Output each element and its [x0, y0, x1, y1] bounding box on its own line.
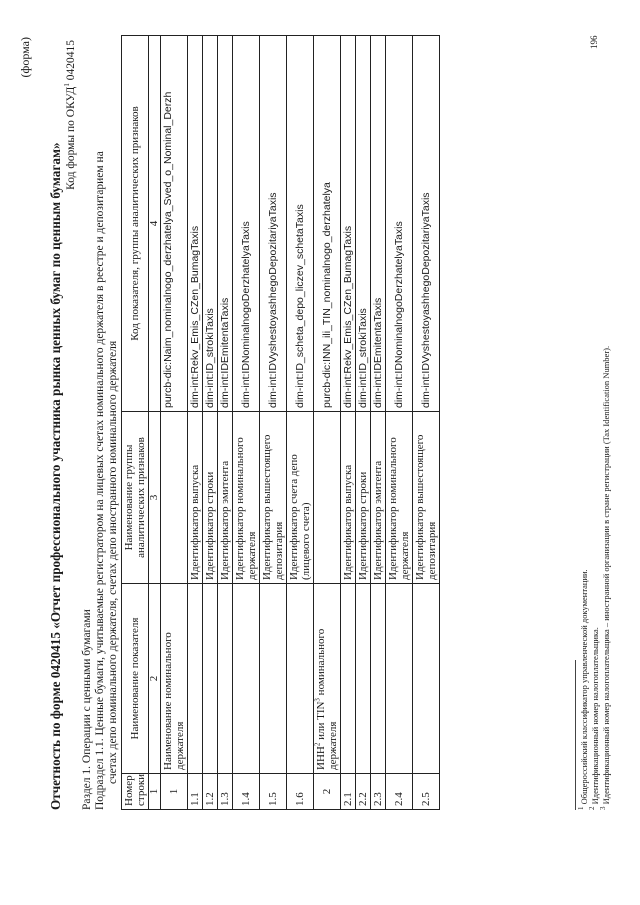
row-code: dim-int:ID_scheta_depo_liczev_schetaTaxis [287, 36, 314, 412]
inn-label: ИНН [315, 746, 327, 770]
footnote [579, 569, 590, 810]
column-number: 2 [149, 584, 161, 774]
row-code: dim-int:IDNominalnogoDerzhatelyaTaxis [386, 36, 413, 412]
row-group-name: Идентификатор выпуска [188, 412, 203, 584]
table-row [287, 36, 314, 810]
holder-label: номинального держателя [315, 628, 339, 770]
row-group-name: Идентификатор эмитента [371, 412, 386, 584]
table-row [233, 36, 260, 810]
row-number: 1 [161, 774, 188, 810]
sheet-content [48, 40, 440, 810]
footnote-mark: 3 [313, 698, 322, 702]
column-number: 4 [149, 36, 161, 412]
row-number: 2.2 [356, 774, 371, 810]
row-group-name [314, 412, 341, 584]
row-number: 1.6 [287, 774, 314, 810]
page-number: 196 [589, 35, 599, 49]
table-row [356, 36, 371, 810]
footnote-mark: 2 [313, 742, 322, 747]
report-title: Отчетность по форме 0420415 «Отчет профессионального участника рынка ценных бумаг по ценным бумагам» [48, 142, 63, 810]
row-group-name: Идентификатор счета депо (лицевого счета) [287, 412, 314, 584]
row-group-name: Идентификатор строки [356, 412, 371, 584]
row-indicator-name [287, 584, 314, 774]
row-group-name: Идентификатор строки [203, 412, 218, 584]
okud-line [64, 40, 79, 810]
column-number: 3 [149, 412, 161, 584]
okud-code: 0420415 [65, 40, 77, 81]
row-indicator-name [260, 584, 287, 774]
row-number: 2.4 [386, 774, 413, 810]
okud-label: Код формы по ОКУД [65, 86, 77, 190]
row-code: dim-int:IDEmitentaTaxis [371, 36, 386, 412]
row-code: dim-int:ID_strokiTaxis [356, 36, 371, 412]
table-row [218, 36, 233, 810]
footnote-number: 2 [588, 806, 597, 810]
row-code: dim-int:IDEmitentaTaxis [218, 36, 233, 412]
row-indicator-name: Наименование номинального держателя [161, 584, 188, 774]
footnote-number: 1 [577, 806, 586, 810]
table-row [341, 36, 356, 810]
table-row [413, 36, 440, 810]
row-code: dim-int:IDNominalnogoDerzhatelyaTaxis [233, 36, 260, 412]
row-group-name: Идентификатор выпуска [341, 412, 356, 584]
table-row [314, 36, 341, 810]
row-indicator-name [203, 584, 218, 774]
row-indicator-name [341, 584, 356, 774]
section-title: Раздел 1. Операции с ценными бумагами [81, 609, 93, 810]
subsection-title-line1: Подраздел 1.1. Ценные бумаги, учитываемые регистратором на лицевых счетах номинального держателя в реестре и депозитарием на [94, 151, 106, 810]
row-indicator-name [233, 584, 260, 774]
table-row [260, 36, 287, 810]
indicators-table [121, 35, 440, 810]
row-code: dim-int:Rekv_Emis_CZen_BumagTaxis [341, 36, 356, 412]
row-indicator-name [314, 584, 341, 774]
footnote-number: 3 [599, 806, 608, 810]
row-code: dim-int:Rekv_Emis_CZen_BumagTaxis [188, 36, 203, 412]
row-number: 1.4 [233, 774, 260, 810]
row-code: purcb-dic:Naim_nominalnogo_derzhatelya_Sved_o_Nominal_Derzh [161, 36, 188, 412]
row-code: dim-int:IDVyshestoyashhegoDepozitariyaTaxis [260, 36, 287, 412]
row-number: 2.1 [341, 774, 356, 810]
row-code: purcb-dic:INN_ili_TIN_nominalnogo_derzhatelya [314, 36, 341, 412]
table-row [161, 36, 188, 810]
row-code: dim-int:ID_strokiTaxis [203, 36, 218, 412]
row-indicator-name [371, 584, 386, 774]
table-row [371, 36, 386, 810]
row-group-name: Идентификатор вышестоящего депозитария [413, 412, 440, 584]
row-number: 2 [314, 774, 341, 810]
row-number: 1.5 [260, 774, 287, 810]
footnote-text: Общероссийский классификатор управленческой документации. [579, 569, 589, 805]
okud-footnote-mark: 1 [63, 83, 72, 87]
row-indicator-name [413, 584, 440, 774]
header-code: Код показателя, группы аналитических признаков [122, 36, 149, 412]
row-indicator-name [356, 584, 371, 774]
row-number: 1.2 [203, 774, 218, 810]
footnote-text: Идентификационный номер налогоплательщика – иностранной организации в стране регистрации (Tax Identification Number). [601, 345, 611, 805]
row-group-name: Идентификатор вышестоящего депозитария [260, 412, 287, 584]
footnote-separator [575, 660, 576, 810]
row-number: 1.3 [218, 774, 233, 810]
footnote [601, 346, 612, 810]
row-group-name: Идентификатор номинального держателя [233, 412, 260, 584]
footnote-text: Идентификационный номер налогоплательщика. [590, 627, 600, 805]
header-row-number: Номер строки [122, 774, 149, 810]
table-row [203, 36, 218, 810]
row-number: 2.3 [371, 774, 386, 810]
form-label: (форма) [18, 37, 32, 78]
row-group-name: Идентификатор номинального держателя [386, 412, 413, 584]
subsection-title-line2: счетах депо номинального держателя, счетах депо иностранного номинального держателя [107, 340, 119, 784]
column-number: 1 [149, 774, 161, 810]
table-row [188, 36, 203, 810]
table-row [386, 36, 413, 810]
header-indicator-name: Наименование показателя [122, 584, 149, 774]
row-indicator-name [386, 584, 413, 774]
row-code: dim-int:IDVyshestoyashhegoDepozitariyaTaxis [413, 36, 440, 412]
row-indicator-name [188, 584, 203, 774]
row-group-name: Идентификатор эмитента [218, 412, 233, 584]
table-header-row [122, 36, 149, 810]
header-group-name: Наименование группы аналитических признаков [122, 412, 149, 584]
table-column-numbers-row [149, 36, 161, 810]
row-number: 2.5 [413, 774, 440, 810]
footnote [590, 627, 601, 810]
row-indicator-name [218, 584, 233, 774]
tin-label: или TIN [315, 701, 327, 743]
row-number: 1.1 [188, 774, 203, 810]
row-group-name [161, 412, 188, 584]
